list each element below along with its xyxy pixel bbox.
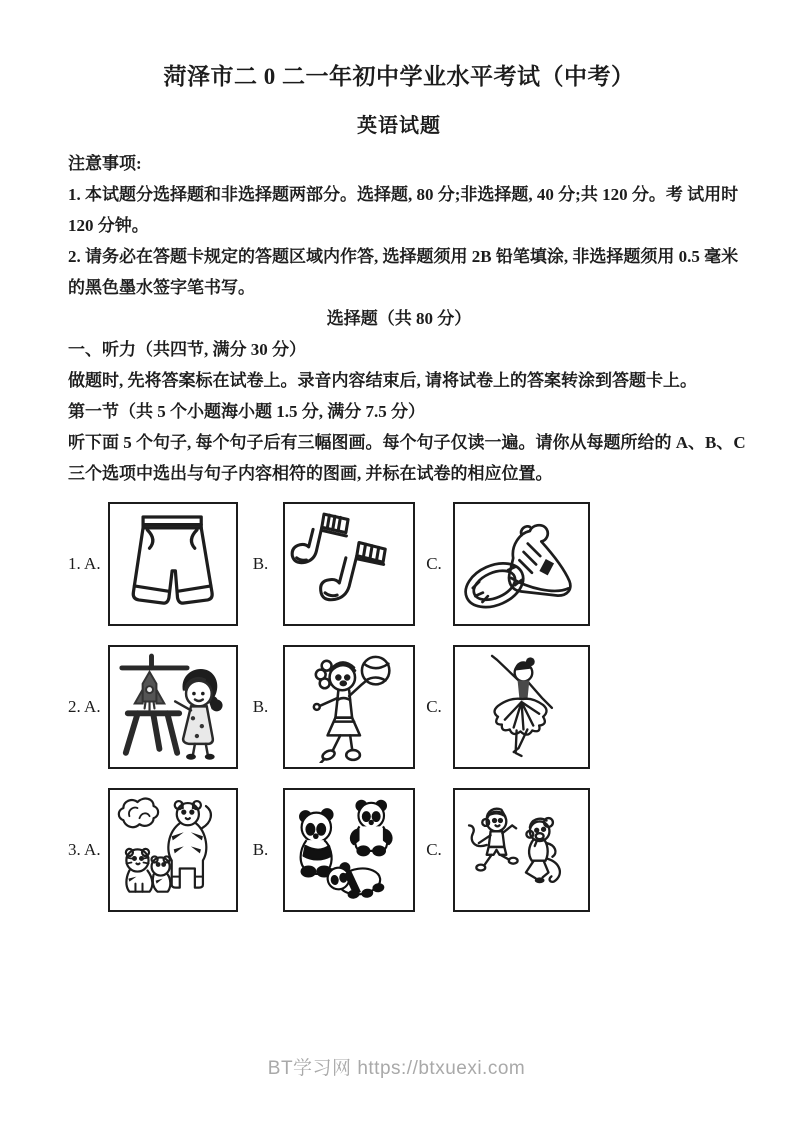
question3-option-a-image bbox=[108, 788, 238, 912]
question-row-3 bbox=[68, 787, 730, 913]
question-rows bbox=[68, 501, 730, 913]
listening-section1-heading: 第一节（共 5 个小题海小题 1.5 分, 满分 7.5 分） bbox=[68, 402, 425, 421]
tigers-drawing bbox=[114, 794, 232, 907]
pandas-drawing bbox=[289, 794, 409, 907]
question-row-1 bbox=[68, 501, 730, 627]
question1-option-c-image bbox=[453, 502, 590, 626]
ballerina-drawing bbox=[459, 651, 584, 764]
question2-option-a-image bbox=[108, 645, 238, 769]
question3-option-c-label: C. bbox=[426, 840, 442, 859]
listening-instruction-line1: 听下面 5 个句子, 每个句子后有三幅图画。每个句子仅读一遍。请你从每题所给的 A、B、C bbox=[68, 433, 746, 452]
page-title: 菏泽市二 0 二一年初中学业水平考试（中考） bbox=[163, 64, 635, 89]
question2-option-c-label: C. bbox=[426, 697, 442, 716]
question3-option-b-label: B. bbox=[252, 840, 269, 859]
notes-heading: 注意事项: bbox=[68, 154, 142, 173]
document-body bbox=[68, 0, 746, 930]
question-row-2 bbox=[68, 644, 730, 770]
question2-option-a-label: 2. A. bbox=[68, 697, 101, 716]
notes-section bbox=[68, 148, 746, 489]
question1-option-c-label: C. bbox=[426, 554, 442, 573]
page-subtitle: 英语试题 bbox=[357, 115, 441, 137]
watermark-footer: BT学习网 https://btxuexi.com bbox=[267, 1058, 526, 1079]
question3-option-a-label: 3. A. bbox=[68, 840, 101, 859]
question2-option-c-image bbox=[453, 645, 590, 769]
notes-item1-line1: 1. 本试题分选择题和非选择题两部分。选择题, 80 分;非选择题, 40 分;共 120 分。考 试用时 bbox=[68, 185, 739, 204]
listening-part-heading: 一、听力（共四节, 满分 30 分） bbox=[68, 340, 306, 359]
question1-option-b-image bbox=[283, 502, 415, 626]
girl-painting-easel-drawing bbox=[114, 651, 232, 764]
question1-option-a-image bbox=[108, 502, 238, 626]
section-heading: 选择题（共 80 分） bbox=[326, 309, 472, 328]
socks-drawing bbox=[289, 508, 409, 621]
monkeys-drawing bbox=[459, 794, 584, 907]
question2-option-b-image bbox=[283, 645, 415, 769]
question1-option-a-label: 1. A. bbox=[68, 554, 101, 573]
listening-instruction-line2: 三个选项中选出与句子内容相符的图画, 并标在试卷的相应位置。 bbox=[68, 464, 553, 483]
listening-note: 做题时, 先将答案标在试卷上。录音内容结束后, 请将试卷上的答案转涂到答题卡上。 bbox=[68, 371, 697, 390]
notes-item2-line1: 2. 请务必在答题卡规定的答题区域内作答, 选择题须用 2B 铅笔填涂, 非选择题须用 0.5 毫米 bbox=[68, 247, 739, 266]
girl-with-ball-drawing bbox=[289, 651, 409, 764]
shorts-drawing bbox=[114, 508, 232, 621]
question3-option-b-image bbox=[283, 788, 415, 912]
question2-option-b-label: B. bbox=[252, 697, 269, 716]
notes-item1-line2: 120 分钟。 bbox=[68, 216, 149, 235]
question3-option-c-image bbox=[453, 788, 590, 912]
notes-item2-line2: 的黑色墨水签字笔书写。 bbox=[68, 278, 255, 297]
question1-option-b-label: B. bbox=[252, 554, 269, 573]
sneakers-drawing bbox=[459, 508, 584, 621]
